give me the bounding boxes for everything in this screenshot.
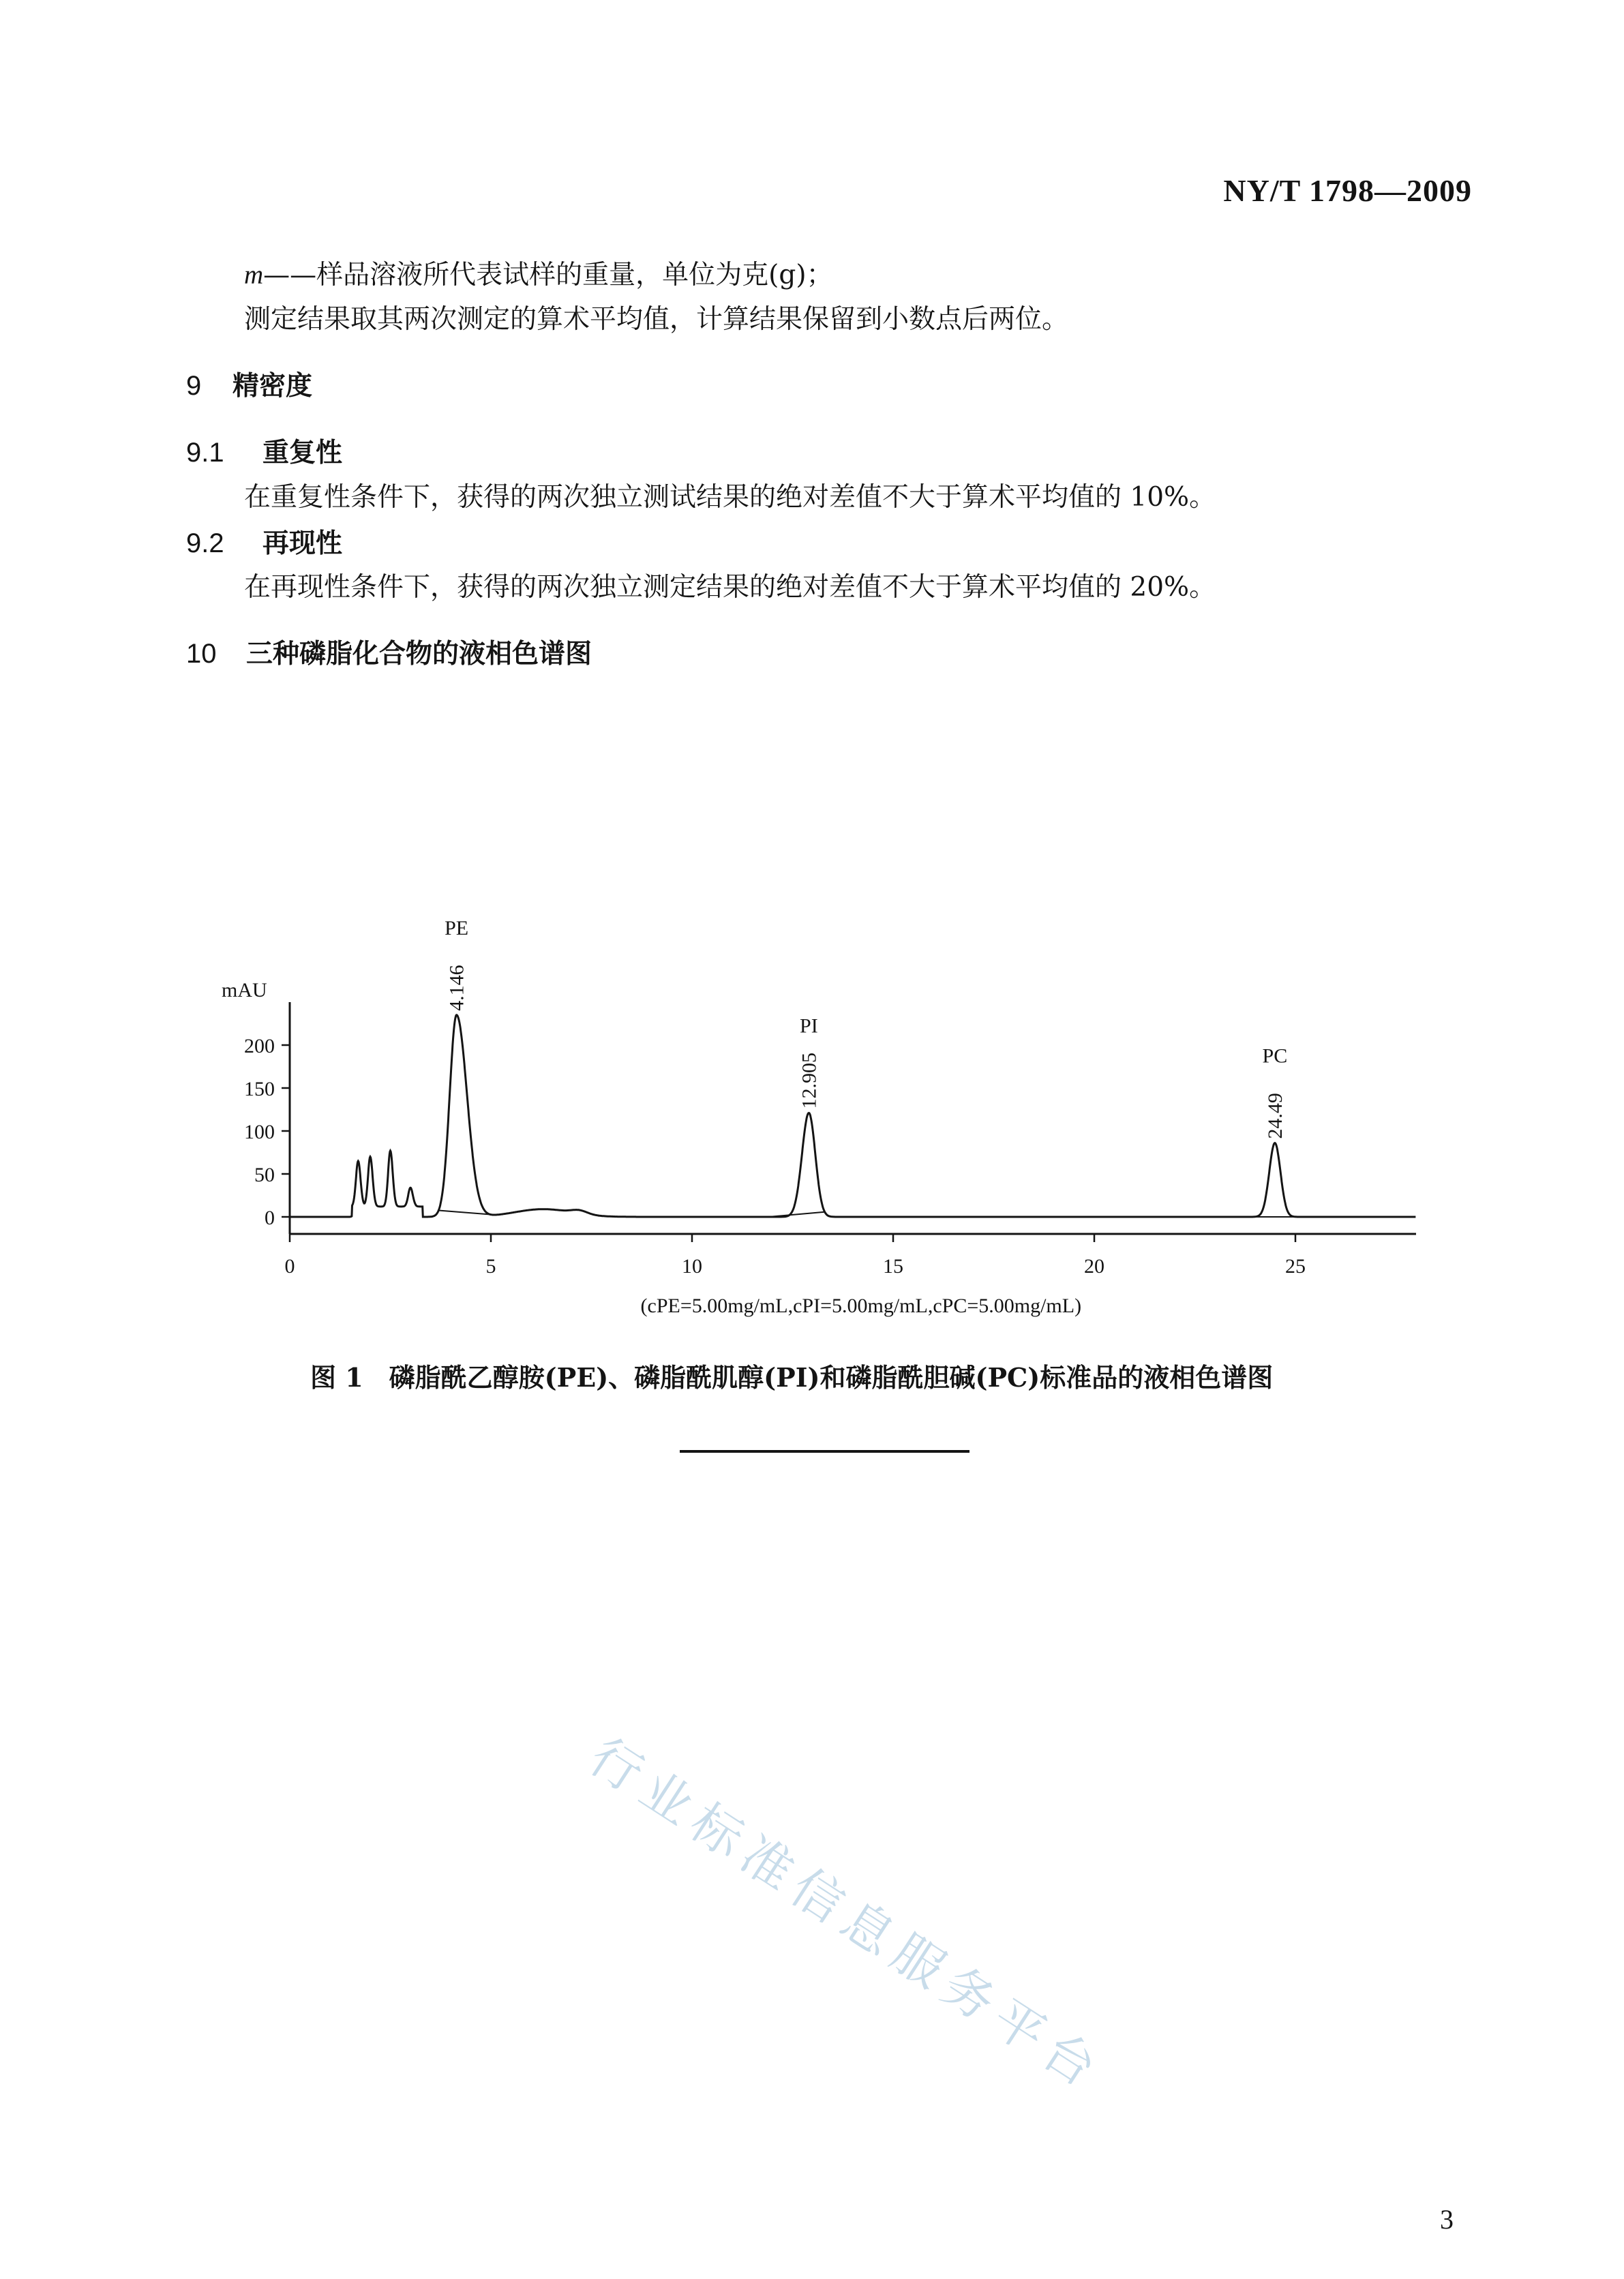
x-tick-label: 20: [1084, 1255, 1104, 1278]
chart-axes: [290, 1002, 1416, 1234]
peak-labels: [445, 917, 1287, 1139]
section-number: 9.2: [186, 528, 224, 558]
reproducibility-text: 在再现性条件下，获得的两次独立测定结果的绝对差值不大于算术平均值的 20%。: [244, 572, 1216, 603]
repeatability-text: 在重复性条件下，获得的两次独立测试结果的绝对差值不大于算术平均值的 10%。: [244, 482, 1216, 513]
retention-time-label: 24.49: [1263, 1093, 1287, 1139]
concentration-note: (cPE=5.00mg/mL,cPI=5.00mg/mL,cPC=5.00mg/mL): [640, 1295, 1082, 1317]
section-number: 9.1: [186, 438, 224, 468]
section-title: 重复性: [262, 437, 343, 468]
x-tick-label: 15: [883, 1255, 903, 1278]
retention-time-label: 12.905: [798, 1053, 821, 1109]
peak-baseline: [768, 1212, 825, 1217]
watermark: 行业标准信息服务平台: [579, 1727, 1115, 2103]
peak-name-label: PC: [1262, 1044, 1288, 1068]
standard-code: NY/T 1798—2009: [1223, 173, 1472, 208]
peak-name-label: PE: [445, 916, 469, 939]
section-10-heading: [186, 633, 592, 671]
chromatogram-trace: [290, 1015, 1415, 1217]
section-title: 精密度: [232, 370, 313, 402]
chromatogram-chart: [205, 709, 1452, 1336]
y-tick-label: 200: [244, 1035, 275, 1057]
section-9-2-heading: [186, 522, 342, 560]
section-number: 10: [186, 639, 217, 669]
x-tick-label: 0: [284, 1255, 295, 1278]
y-tick-label: 50: [254, 1164, 275, 1186]
section-9-1-heading: [186, 432, 342, 470]
x-tick-label: 10: [682, 1255, 702, 1278]
figure-number: 图 1: [310, 1362, 363, 1393]
m-symbol: m: [244, 260, 264, 290]
peak-name-label: PI: [800, 1014, 818, 1038]
section-title: 三种磷脂化合物的液相色谱图: [246, 638, 592, 669]
section-title: 再现性: [262, 528, 343, 559]
x-tick-label: 25: [1285, 1255, 1306, 1278]
section-9-heading: [186, 365, 312, 403]
figure-caption-text: 磷脂酰乙醇胺(PE)、磷脂酰肌醇(PI)和磷脂酰胆碱(PC)标准品的液相色谱图: [389, 1362, 1274, 1393]
end-rule: [680, 1450, 969, 1453]
chart-ticks: [244, 1035, 1306, 1278]
result-statement: 测定结果取其两次测定的算术平均值，计算结果保留到小数点后两位。: [244, 304, 1069, 335]
y-tick-label: 150: [244, 1078, 275, 1100]
page-number: 3: [1440, 2204, 1454, 2235]
definition-m: [244, 254, 833, 292]
y-axis-label: mAU: [222, 979, 267, 1001]
y-tick-label: 0: [265, 1207, 275, 1229]
figure-caption: [310, 1357, 1273, 1394]
x-tick-label: 5: [485, 1255, 496, 1278]
y-tick-label: 100: [244, 1121, 275, 1143]
section-number: 9: [186, 371, 202, 401]
retention-time-label: 4.146: [445, 965, 468, 1011]
m-definition-text: ——样品溶液所代表试样的重量，单位为克(g)；: [263, 260, 833, 290]
